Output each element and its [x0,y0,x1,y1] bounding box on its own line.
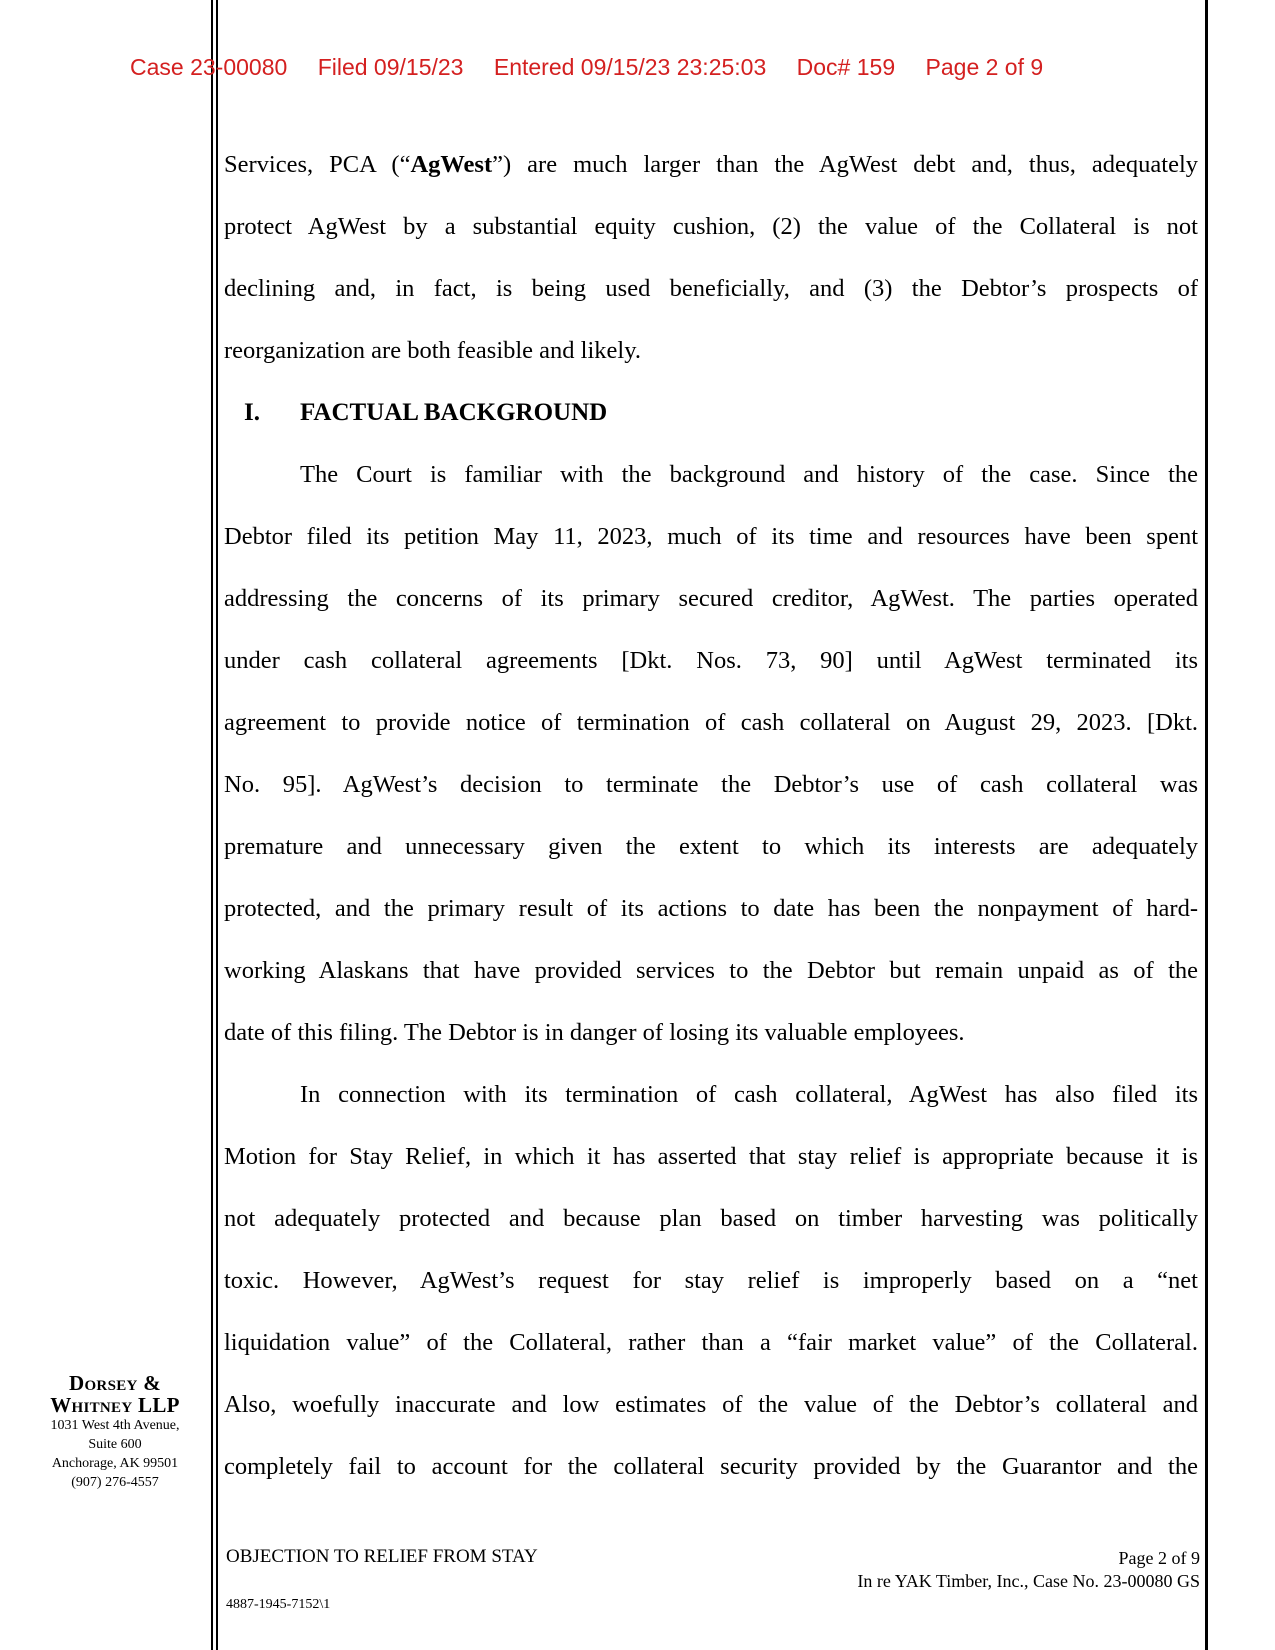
body-line: Debtor filed its petition May 11, 2023, much of its time and resources have been spent [224,523,1198,550]
defined-term-agwest: AgWest [410,151,493,178]
footer-case-caption: In re YAK Timber, Inc., Case No. 23-00080 GS [857,1571,1200,1591]
left-margin-rule-inner [216,0,218,1650]
body-line: declining and, in fact, is being used beneficially, and (3) the Debtor’s prospects of [224,275,1198,302]
firm-name-line1: Dorsey & [69,1371,161,1395]
footer-case-info [857,1547,1200,1593]
law-firm-block [20,1372,210,1492]
text-run: ”) are much larger than the AgWest debt and, thus, adequately [492,151,1198,178]
body-line: In connection with its termination of cash collateral, AgWest has also filed its [300,1081,1198,1108]
left-margin-rule-outer [211,0,213,1650]
body-line: Also, woefully inaccurate and low estimates of the value of the Debtor’s collateral and [224,1391,1198,1418]
stamp-entered: Entered 09/15/23 23:25:03 [493,54,767,80]
body-line: The Court is familiar with the background and history of the case. Since the [300,461,1198,488]
stamp-case: Case 23-00080 [130,54,288,80]
firm-address-street: 1031 West 4th Avenue, [50,1418,180,1434]
body-line: liquidation value” of the Collateral, rather than a “fair market value” of the Collateral. [224,1329,1198,1356]
text-run: Services, PCA (“ [224,151,411,178]
section-title: FACTUAL BACKGROUND [300,399,608,426]
body-line: protect AgWest by a substantial equity cushion, (2) the value of the Collateral is not [224,213,1198,240]
body-line: agreement to provide notice of termination of cash collateral on August 29, 2023. [Dkt. [224,709,1198,736]
body-line: Motion for Stay Relief, in which it has asserted that stay relief is appropriate because it is [224,1143,1198,1170]
stamp-doc: Doc# 159 [796,54,896,80]
firm-address-city: Anchorage, AK 99501 [51,1456,179,1472]
body-line: toxic. However, AgWest’s request for stay relief is improperly based on a “net [224,1267,1198,1294]
right-margin-rule [1205,0,1208,1650]
section-number: I. [244,399,260,426]
body-line: reorganization are both feasible and likely. [224,337,642,364]
body-line: No. 95]. AgWest’s decision to terminate the Debtor’s use of cash collateral was [224,771,1198,798]
body-line: not adequately protected and because plan based on timber harvesting was politically [224,1205,1198,1232]
body-line: addressing the concerns of its primary secured creditor, AgWest. The parties operated [224,585,1198,612]
footer-page-number: Page 2 of 9 [1118,1548,1200,1568]
footer-document-title: OBJECTION TO RELIEF FROM STAY [226,1546,538,1567]
body-line: working Alaskans that have provided services to the Debtor but remain unpaid as of the [224,957,1198,984]
court-filing-stamp [130,54,1140,81]
firm-name-line2: Whitney LLP [50,1393,180,1418]
body-line: protected, and the primary result of its actions to date has been the nonpayment of hard- [224,895,1198,922]
body-line: completely fail to account for the collateral security provided by the Guarantor and the [224,1453,1198,1480]
stamp-filed: Filed 09/15/23 [317,54,464,80]
body-line: under cash collateral agreements [Dkt. Nos. 73, 90] until AgWest terminated its [224,647,1198,674]
footer-document-number: 4887-1945-7152\1 [226,1597,331,1612]
body-line [224,145,1198,207]
firm-address-suite: Suite 600 [88,1437,142,1453]
body-line: date of this filing. The Debtor is in danger of losing its valuable employees. [224,1019,965,1046]
stamp-page: Page 2 of 9 [925,54,1044,80]
firm-phone: (907) 276-4557 [71,1475,159,1491]
document-body [224,145,1198,1509]
section-heading [224,393,1198,455]
body-line: premature and unnecessary given the extent to which its interests are adequately [224,833,1198,860]
